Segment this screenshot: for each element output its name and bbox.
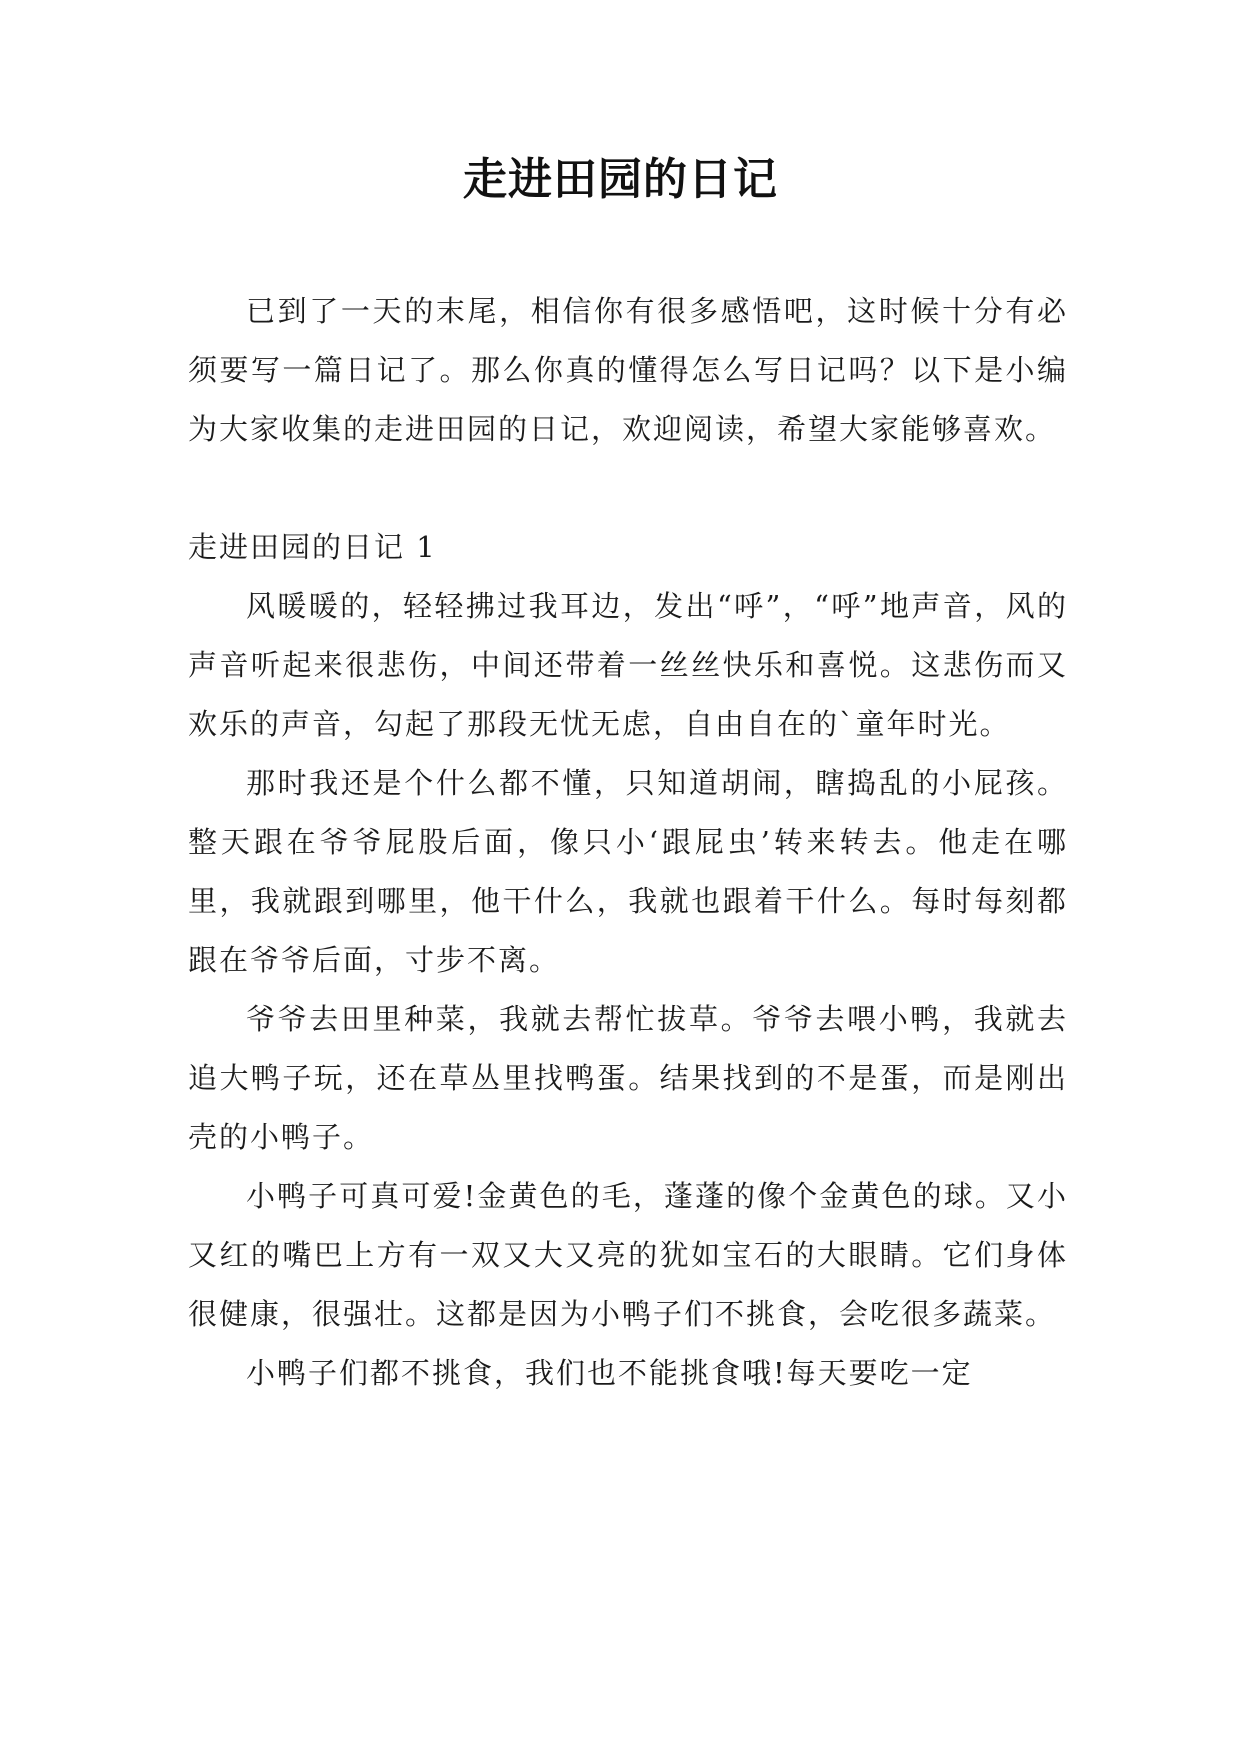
- body-paragraph: 小鸭子可真可爱!金黄色的毛，蓬蓬的像个金黄色的球。又小又红的嘴巴上方有一双又大又亮的犹如宝石的大眼睛。它们身体很健康，很强壮。这都是因为小鸭子们不挑食，会吃很多蔬菜。: [188, 1179, 1068, 1331]
- body-paragraph: 小鸭子们都不挑食，我们也不能挑食哦!每天要吃一定: [246, 1356, 973, 1390]
- body-paragraph: 那时我还是个什么都不懂，只知道胡闹，瞎捣乱的小屁孩。整天跟在爷爷屁股后面，像只小‘跟屁虫’转来转去。他走在哪里，我就跟到哪里，他干什么，我就也跟着干什么。每时每刻都跟在爷爷后面，寸步不离。: [188, 766, 1068, 977]
- intro-paragraph: 已到了一天的末尾，相信你有很多感悟吧，这时候十分有必须要写一篇日记了。那么你真的懂得怎么写日记吗？以下是小编为大家收集的走进田园的日记，欢迎阅读，希望大家能够喜欢。: [188, 294, 1068, 446]
- body-paragraph: 爷爷去田里种菜，我就去帮忙拔草。爷爷去喂小鸭，我就去追大鸭子玩，还在草丛里找鸭蛋。结果找到的不是蛋，而是刚出壳的小鸭子。: [188, 1002, 1068, 1154]
- document-body: [188, 282, 1068, 1403]
- document-title: 走进田园的日记: [463, 154, 778, 205]
- body-paragraph: 风暖暖的，轻轻拂过我耳边，发出“呼”，“呼”地声音，风的声音听起来很悲伤，中间还带着一丝丝快乐和喜悦。这悲伤而又欢乐的声音，勾起了那段无忧无虑，自由自在的`童年时光。: [188, 589, 1068, 741]
- section-heading: 走进田园的日记 1: [188, 530, 437, 564]
